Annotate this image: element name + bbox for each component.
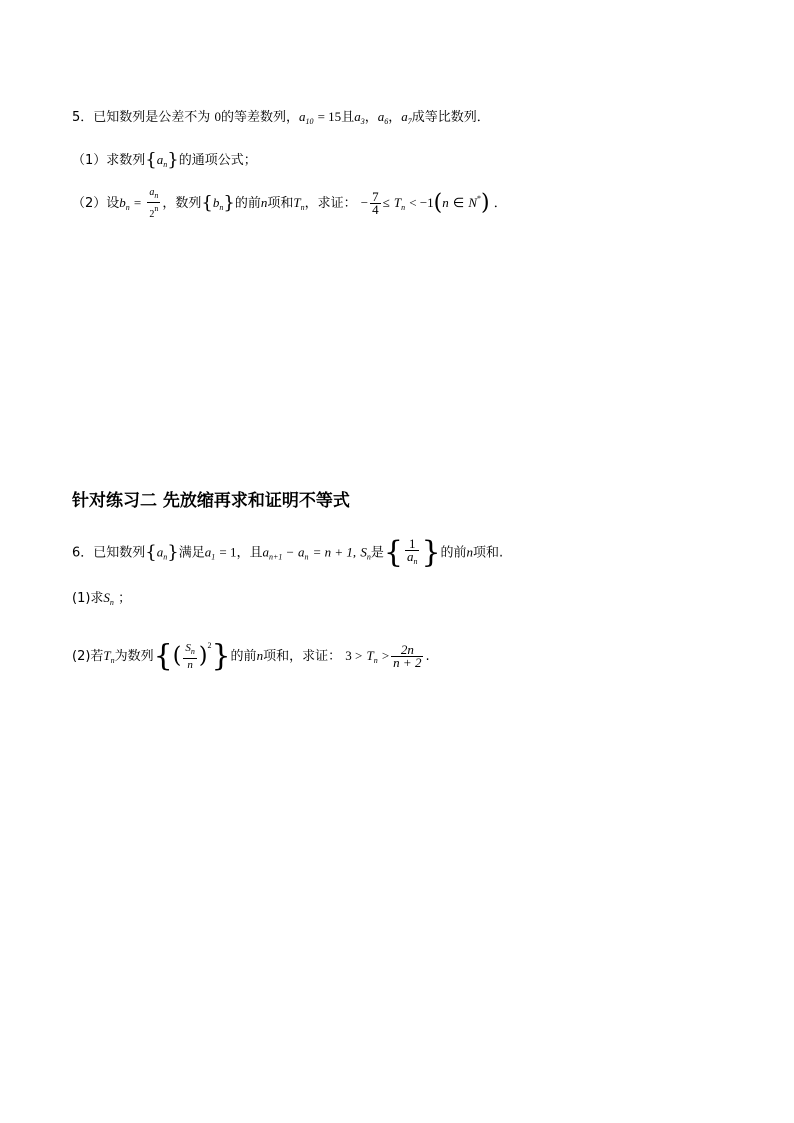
q5-p2-b: b bbox=[119, 195, 126, 210]
q6-p2-frac-num-sub: n bbox=[190, 647, 195, 656]
question-number: 5． bbox=[72, 110, 94, 125]
q6-p2-gt: > bbox=[381, 648, 390, 663]
right-brace: } bbox=[167, 149, 179, 171]
q5-p1-tail: 的通项公式； bbox=[178, 153, 257, 168]
q6-p2-rnum: 2n bbox=[391, 644, 423, 657]
right-paren: ) bbox=[198, 643, 208, 669]
q6-frac-num: 1 bbox=[405, 538, 420, 551]
section-heading: 针对练习二 先放缩再求和证明不等式 bbox=[72, 491, 350, 511]
q5-eq15: = 15 bbox=[317, 109, 342, 124]
left-brace: { bbox=[383, 535, 403, 570]
q5-zero: 0 bbox=[214, 109, 221, 124]
q5-p2-T2-sub: n bbox=[401, 203, 406, 212]
right-brace: } bbox=[211, 638, 231, 674]
q6-is: 是 bbox=[370, 545, 384, 561]
q6-text-a: 已知数列 bbox=[93, 545, 146, 561]
question-number: 6． bbox=[72, 545, 94, 561]
q6-an1: a bbox=[262, 544, 269, 560]
q6-eq-n1: = n + 1, bbox=[312, 544, 357, 560]
q6-text-b: 满足 bbox=[178, 545, 205, 561]
q6-n: n bbox=[466, 544, 474, 560]
q5-p2-n: n bbox=[260, 195, 268, 210]
q6-p2-frac-den: n bbox=[187, 659, 193, 671]
q5-a6-sub: 6 bbox=[384, 117, 389, 126]
left-brace: { bbox=[201, 192, 213, 214]
q5-p2-T-sub: n bbox=[300, 203, 305, 212]
q6-an-sub: n bbox=[163, 552, 168, 562]
q6-p2-text2: 的前 bbox=[230, 649, 257, 664]
q6-p1-label: (1)求 bbox=[72, 591, 104, 606]
q5-p2-star: * bbox=[477, 194, 482, 203]
q5-p2-frac-num: 7 bbox=[372, 189, 379, 204]
q6-p2-T: T bbox=[103, 648, 111, 663]
q6-a1: a bbox=[204, 544, 212, 560]
q6-an2-sub: n bbox=[304, 552, 309, 562]
q6-a1-sub: 1 bbox=[211, 552, 216, 562]
q6-frac-den-sub: n bbox=[413, 557, 418, 566]
q6-p2-label: (2)若 bbox=[72, 649, 104, 664]
left-paren: ( bbox=[433, 190, 443, 216]
q5-p2-end: ． bbox=[493, 196, 507, 211]
left-brace: { bbox=[145, 542, 157, 563]
q6-p2-three: 3 > bbox=[345, 648, 363, 663]
q5-and: 且 bbox=[341, 110, 355, 125]
q5-p2-den-sup: n bbox=[154, 204, 159, 213]
q6-p2-n: n bbox=[256, 648, 264, 663]
q6-p2-rhs-fraction bbox=[391, 644, 423, 669]
q6-p2-T-sub: n bbox=[110, 656, 115, 665]
q5-p2-num: a bbox=[149, 187, 155, 198]
q6-p2-T2: T bbox=[366, 648, 374, 663]
q6-p2-sq: 2 bbox=[207, 641, 212, 650]
q5-a7-sub: 7 bbox=[407, 117, 412, 126]
q6-minus: − bbox=[286, 544, 294, 560]
q5-p2-label: （2）设 bbox=[72, 196, 120, 211]
left-brace: { bbox=[153, 638, 173, 674]
q5-p1-an-sub: n bbox=[163, 160, 168, 169]
q5-p2-eq: = bbox=[133, 195, 142, 210]
q5-p2-text3: 项和 bbox=[267, 196, 294, 211]
q6-text-c: ，且 bbox=[236, 545, 263, 561]
q5-stem bbox=[72, 107, 490, 132]
q6-text-d: 的前 bbox=[440, 545, 467, 561]
q5-a3-sub: 3 bbox=[360, 117, 365, 126]
q5-a10-sub: 10 bbox=[305, 117, 314, 126]
q5-text-c: 成等比数列． bbox=[411, 110, 490, 125]
left-paren: ( bbox=[172, 643, 182, 669]
q6-stem bbox=[72, 535, 504, 570]
q5-part2 bbox=[72, 186, 507, 221]
q6-p2-text3: 项和，求证： bbox=[263, 649, 342, 664]
q5-comma2: ， bbox=[388, 110, 402, 125]
q6-p2-frac-num: S bbox=[185, 642, 191, 654]
q6-p2-end: . bbox=[425, 649, 430, 664]
q5-p2-bn: b bbox=[212, 195, 220, 210]
right-brace: } bbox=[223, 192, 235, 214]
q6-S: S bbox=[360, 544, 367, 560]
q5-text-b: 的等差数列， bbox=[220, 110, 299, 125]
right-paren: ) bbox=[481, 190, 490, 216]
q6-p1-end: ； bbox=[118, 591, 132, 606]
q6-p2-rden: n + 2 bbox=[393, 655, 422, 670]
q5-p2-le: ≤ bbox=[382, 195, 390, 210]
q6-p1-S-sub: n bbox=[109, 598, 114, 607]
q6-an: a bbox=[156, 544, 164, 560]
q5-comma1: ， bbox=[364, 110, 378, 125]
q5-p1-an: a bbox=[156, 152, 164, 167]
q5-p2-N: N bbox=[468, 195, 478, 210]
left-brace: { bbox=[145, 149, 157, 171]
q5-p2-fraction bbox=[147, 186, 160, 221]
q6-S-sub: n bbox=[366, 552, 371, 562]
q6-reciprocal-fraction bbox=[405, 538, 420, 568]
q5-p2-num-sub: n bbox=[154, 191, 159, 200]
q6-an1-sub: n+1 bbox=[268, 552, 283, 562]
q5-p2-text1: ，数列 bbox=[162, 196, 202, 211]
q5-a3: a bbox=[354, 109, 361, 124]
right-brace: } bbox=[167, 542, 179, 563]
q5-p2-frac-den: 4 bbox=[372, 202, 379, 217]
q6-p2-T2-sub: n bbox=[373, 656, 378, 665]
q5-p2-seven-quarters bbox=[370, 191, 381, 216]
q5-a6: a bbox=[377, 109, 385, 124]
q6-p2-fraction bbox=[183, 642, 197, 671]
q5-p2-in: ∈ bbox=[452, 195, 465, 210]
q5-p2-minus: − bbox=[360, 195, 369, 210]
q5-part1 bbox=[72, 150, 257, 175]
q6-text-e: 项和. bbox=[473, 545, 504, 561]
q6-an2: a bbox=[298, 544, 305, 560]
q6-p1-S: S bbox=[103, 590, 110, 605]
q6-frac-den: a bbox=[406, 549, 414, 564]
q5-a7: a bbox=[401, 109, 408, 124]
q5-p1-label: （1）求数列 bbox=[72, 153, 146, 168]
q5-p2-den: 2 bbox=[149, 209, 155, 220]
q5-p2-text2: 的前 bbox=[234, 196, 261, 211]
q5-p2-b-sub: n bbox=[125, 203, 130, 212]
q5-p2-n2: n bbox=[442, 195, 449, 210]
q5-p2-text4: ，求证： bbox=[304, 196, 357, 211]
q5-p2-lt: < −1 bbox=[409, 195, 434, 210]
q5-p2-T2: T bbox=[393, 195, 402, 210]
q5-text-a: 已知数列是公差不为 bbox=[93, 110, 211, 125]
right-brace: } bbox=[421, 535, 441, 570]
q5-p2-bn-sub: n bbox=[219, 203, 224, 212]
q6-part1 bbox=[72, 588, 131, 613]
q6-p2-text1: 为数列 bbox=[114, 649, 154, 664]
q5-a10: a bbox=[298, 109, 306, 124]
q5-p2-T: T bbox=[293, 195, 301, 210]
q6-part2 bbox=[72, 636, 430, 674]
q6-eq1: = 1 bbox=[219, 544, 237, 560]
